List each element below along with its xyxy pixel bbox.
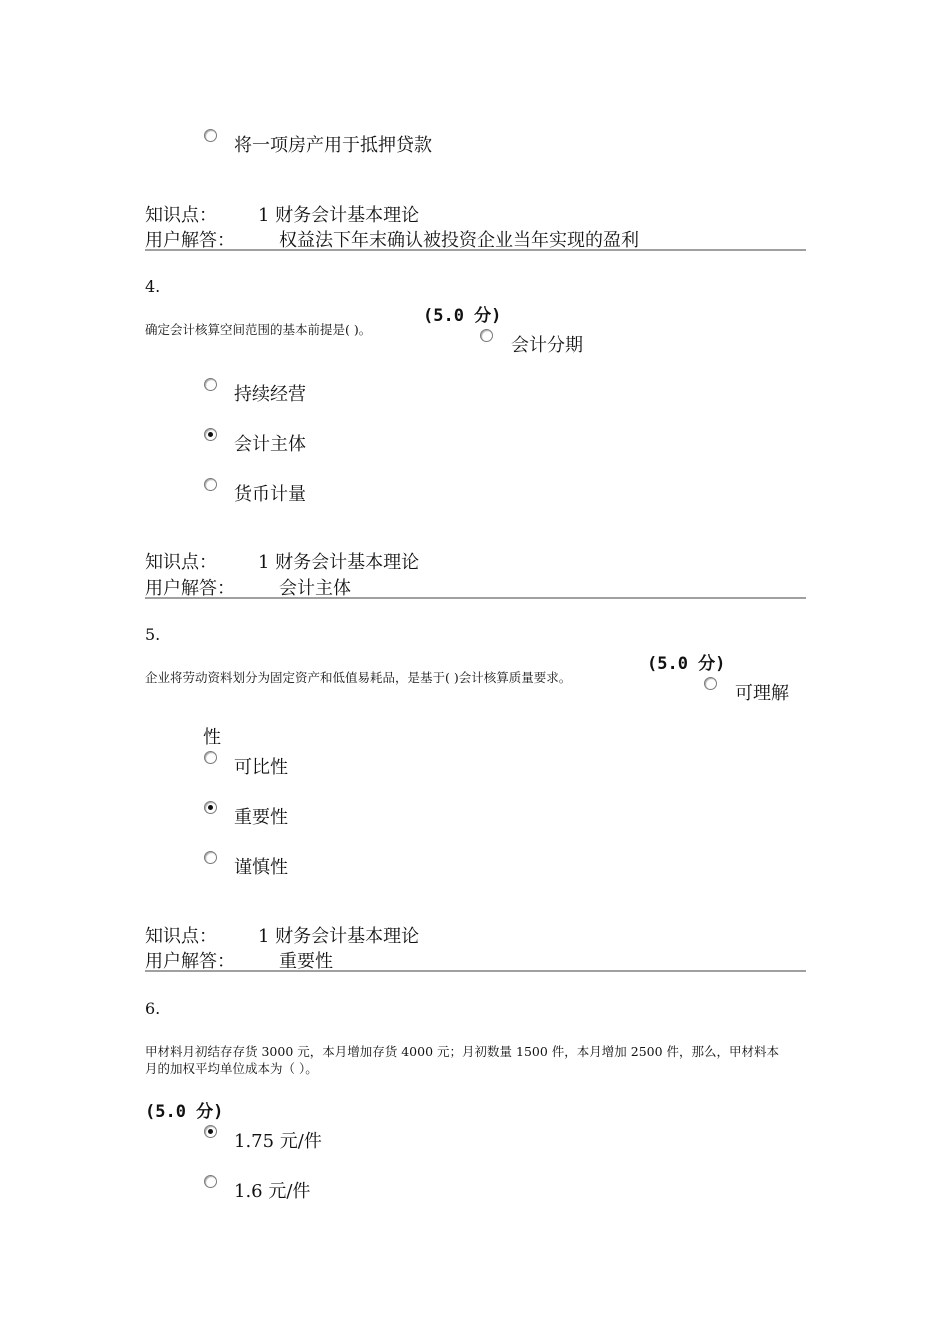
q4-answer-value: 会计主体 <box>279 578 351 599</box>
q5-knowledge-value: 1 财务会计基本理论 <box>258 926 420 947</box>
q3-option-radio[interactable] <box>204 129 217 142</box>
q5-answer-value: 重要性 <box>279 951 333 972</box>
q3-knowledge-value: 1 财务会计基本理论 <box>258 205 420 226</box>
divider <box>145 597 806 599</box>
q5-option-3-label: 重要性 <box>234 807 288 828</box>
q4-knowledge-value: 1 财务会计基本理论 <box>258 552 420 573</box>
divider <box>145 970 806 972</box>
q5-answer-label: 用户解答： <box>145 951 235 972</box>
q4-option-2-label: 持续经营 <box>234 384 306 405</box>
q6-score: (5.0 分) <box>145 1102 224 1122</box>
q6-option-2-label: 1.6 元/件 <box>234 1181 311 1202</box>
q5-option-1-label-part2: 性 <box>203 727 221 748</box>
q5-option-1-label-part1: 可理解 <box>735 683 789 704</box>
q6-option-1-radio[interactable] <box>204 1125 217 1138</box>
q5-option-4-label: 谨慎性 <box>234 857 288 878</box>
q5-text: 企业将劳动资料划分为固定资产和低值易耗品，是基于( )会计核算质量要求。 <box>145 670 572 685</box>
q4-text: 确定会计核算空间范围的基本前提是( )。 <box>145 322 372 337</box>
q4-option-4-label: 货币计量 <box>234 484 306 505</box>
q4-number: 4. <box>145 277 161 296</box>
divider <box>145 249 806 251</box>
q4-option-3-radio[interactable] <box>204 428 217 441</box>
q3-knowledge-label: 知识点： <box>145 205 217 226</box>
q4-option-1-radio[interactable] <box>480 329 493 342</box>
q6-text-line1: 甲材料月初结存存货 3000 元，本月增加存货 4000 元；月初数量 1500 件，本月增加 2500 件，那么，甲材料本 <box>145 1044 780 1059</box>
q4-score: (5.0 分) <box>423 306 502 326</box>
q6-number: 6. <box>145 999 161 1018</box>
q5-option-2-radio[interactable] <box>204 751 217 764</box>
q4-option-3-label: 会计主体 <box>234 434 306 455</box>
q5-number: 5. <box>145 625 161 644</box>
q4-option-4-radio[interactable] <box>204 478 217 491</box>
q4-answer-label: 用户解答： <box>145 578 235 599</box>
q6-text-line2: 月的加权平均单位成本为（ ）。 <box>145 1061 318 1076</box>
q3-answer-label: 用户解答： <box>145 230 235 251</box>
q4-option-2-radio[interactable] <box>204 378 217 391</box>
q5-option-1-radio[interactable] <box>704 677 717 690</box>
q3-option-label: 将一项房产用于抵押贷款 <box>234 135 432 156</box>
q4-knowledge-label: 知识点： <box>145 552 217 573</box>
q3-answer-value: 权益法下年末确认被投资企业当年实现的盈利 <box>279 230 639 251</box>
q6-option-1-label: 1.75 元/件 <box>234 1131 322 1152</box>
q5-option-3-radio[interactable] <box>204 801 217 814</box>
q5-option-2-label: 可比性 <box>234 757 288 778</box>
q5-option-4-radio[interactable] <box>204 851 217 864</box>
q5-knowledge-label: 知识点： <box>145 926 217 947</box>
q6-option-2-radio[interactable] <box>204 1175 217 1188</box>
q4-option-1-label: 会计分期 <box>511 335 583 356</box>
q5-score: (5.0 分) <box>647 654 726 674</box>
